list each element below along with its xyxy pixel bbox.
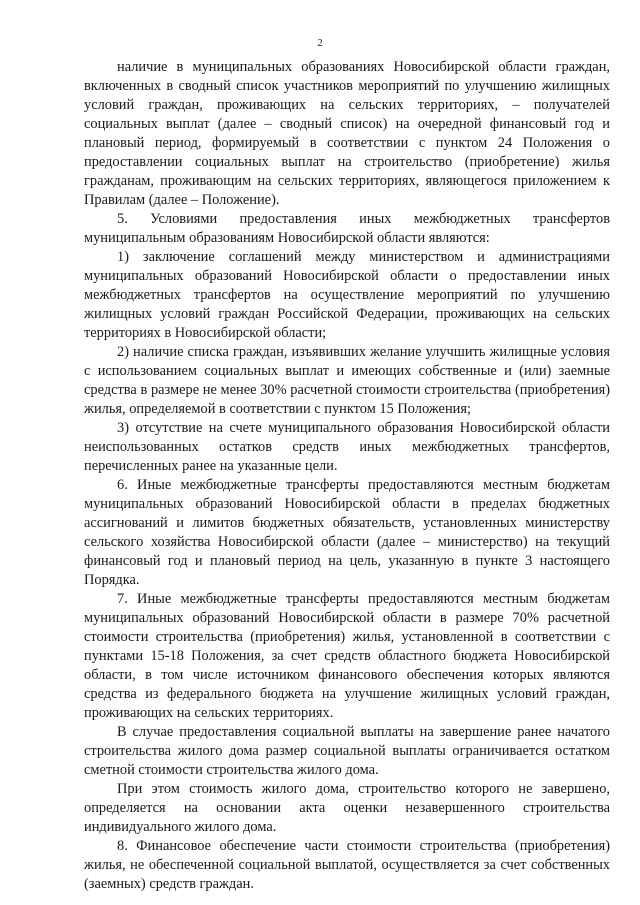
- paragraph-continuation: наличие в муниципальных образованиях Новосибирской области граждан, включенных в сводный список участников мероприятий по улучшению жилищных условий граждан, проживающих на сельских территориях, – получателей социальных выплат (далее – сводный список) на очередной финансовый год и плановый период, формируемый в соответствии с пунктом 24 Положения о предоставлении социальных выплат на строительство (приобретение) жилья гражданам, проживающим на сельских территориях, являющегося приложением к Правилам (далее – Положение).: [84, 59, 610, 208]
- condition-item-2: 2) наличие списка граждан, изъявивших желание улучшить жилищные условия с использованием социальных выплат и имеющих собственные и (или) заемные средства в размере не менее 30% расчетной стоимости строительства (приобретения) жилья, определяемой в соответствии с пунктом 15 Положения;: [84, 344, 610, 417]
- paragraph-completion-case: В случае предоставления социальной выплаты на завершение ранее начатого строительства жилого дома размер социальной выплаты ограничивается остатком сметной стоимости строительства жилого дома.: [84, 724, 610, 778]
- document-body: [84, 58, 610, 894]
- page-number: 2: [317, 38, 323, 49]
- condition-item-3: 3) отсутствие на счете муниципального образования Новосибирской области неиспользованных остатков средств иных межбюджетных трансфертов, перечисленных ранее на указанные цели.: [84, 420, 610, 474]
- paragraph-cost-determination: При этом стоимость жилого дома, строительство которого не завершено, определяется на основании акта оценки незавершенного строительства индивидуального жилого дома.: [84, 781, 610, 835]
- paragraph-item-7: 7. Иные межбюджетные трансферты предоставляются местным бюджетам муниципальных образований Новосибирской области в размере 70% расчетной стоимости строительства (приобретения) жилья, установленной в соответствии с пунктами 15-18 Положения, за счет средств областного бюджета Новосибирской области, в том числе источником финансового обеспечения которых являются средства из федерального бюджета на улучшение жилищных условий граждан, проживающих на сельских территориях.: [84, 591, 610, 721]
- condition-item-1: 1) заключение соглашений между министерством и администрациями муниципальных образований Новосибирской области о предоставлении иных межбюджетных трансфертов на осуществление мероприятий по улучшению жилищных условий граждан Российской Федерации, проживающих на сельских территориях в Новосибирской области;: [84, 249, 610, 341]
- paragraph-item-6: 6. Иные межбюджетные трансферты предоставляются местным бюджетам муниципальных образований Новосибирской области в пределах бюджетных ассигнований и лимитов бюджетных обязательств, установленных министерству сельского хозяйства Новосибирской области (далее – министерство) на текущий финансовый год и плановый период на цель, указанную в пункте 3 настоящего Порядка.: [84, 477, 610, 588]
- paragraph-item-8: 8. Финансовое обеспечение части стоимости строительства (приобретения) жилья, не обеспеченной социальной выплатой, осуществляется за счет собственных (заемных) средств граждан.: [84, 838, 610, 892]
- paragraph-item-5: 5. Условиями предоставления иных межбюджетных трансфертов муниципальным образованиям Новосибирской области являются:: [84, 211, 610, 246]
